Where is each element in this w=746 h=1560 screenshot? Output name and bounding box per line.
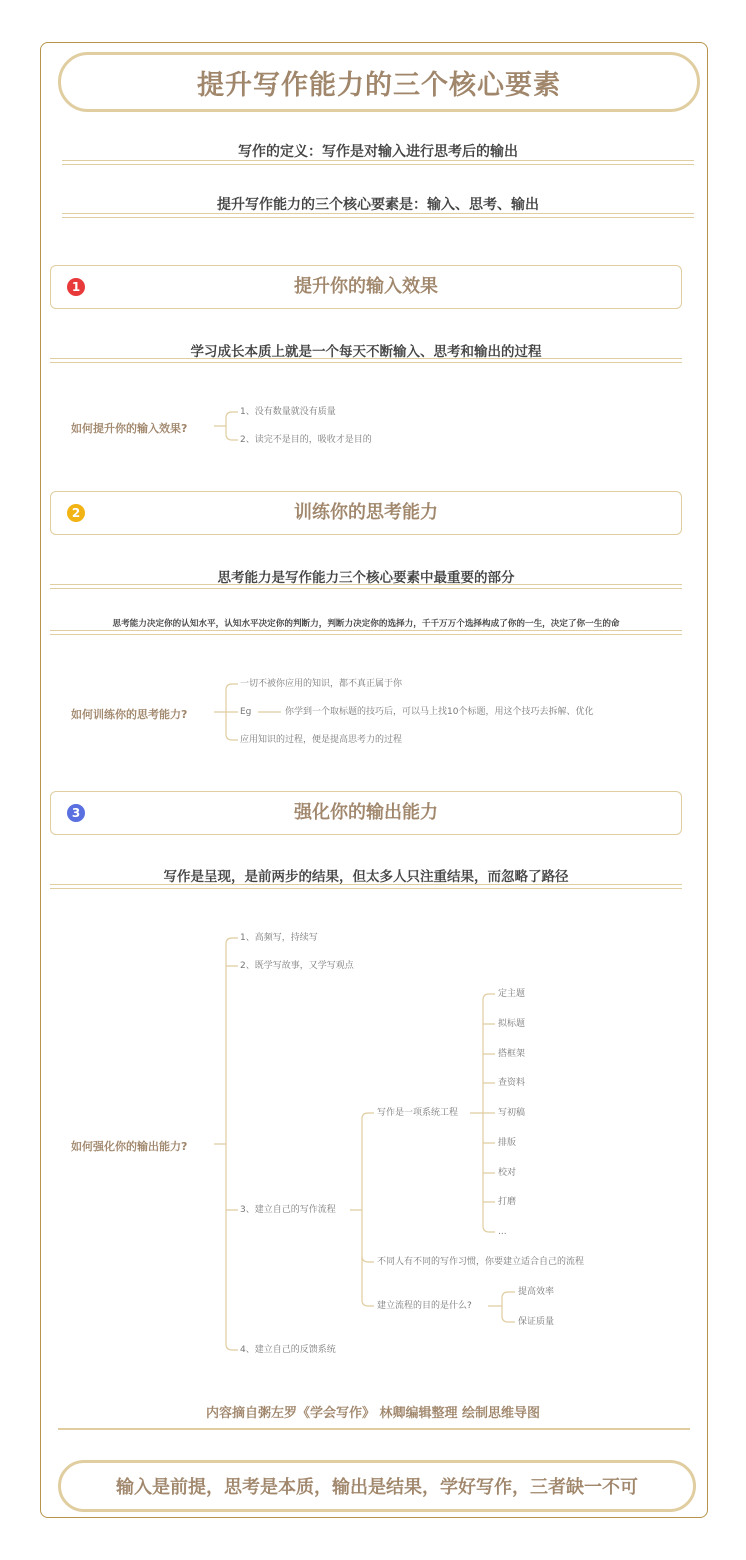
section-title: 强化你的输出能力 xyxy=(294,802,438,823)
number-badge: 1 xyxy=(67,278,85,296)
section-2-tagline: 思考能力是写作能力三个核心要素中最重要的部分 xyxy=(217,570,515,586)
habit-node: 不同人有不同的写作习惯，你要建立适合自己的流程 xyxy=(377,1257,585,1267)
definition-text: 写作的定义：写作是对输入进行思考后的输出 xyxy=(238,144,518,160)
number-badge: 2 xyxy=(67,504,85,522)
step-node: 打磨 xyxy=(498,1197,517,1207)
step-node: 写初稿 xyxy=(498,1108,526,1118)
question-node: 如何强化你的输出能力? xyxy=(71,1140,188,1153)
step-node: ... xyxy=(498,1227,507,1237)
purpose-item-node: 提高效率 xyxy=(518,1287,555,1297)
section-1-tagline: 学习成长本质上就是一个每天不断输入、思考和输出的过程 xyxy=(190,344,542,360)
question-node: 如何训练你的思考能力? xyxy=(71,708,188,721)
page-title: 提升写作能力的三个核心要素 xyxy=(58,52,700,112)
section-3-tagline: 写作是呈现，是前两步的结果，但太多人只注重结果，而忽略了路径 xyxy=(163,869,569,885)
divider xyxy=(58,1428,690,1431)
branch-node: 1、没有数量就没有质量 xyxy=(240,407,336,417)
branch-node: 2、既学写故事，又学写观点 xyxy=(240,961,354,971)
section-title: 训练你的思考能力 xyxy=(294,502,438,523)
elements-text: 提升写作能力的三个核心要素是：输入、思考、输出 xyxy=(217,197,539,213)
step-node: 排版 xyxy=(498,1138,517,1148)
step-node: 查资料 xyxy=(498,1078,526,1088)
step-node: 拟标题 xyxy=(498,1019,526,1029)
section-2-note: 思考能力决定你的认知水平，认知水平决定你的判断力，判断力决定你的选择力，千千万万个选择构成了你的一生，决定了你一生的命 xyxy=(112,619,620,629)
branch-node: Eg xyxy=(240,707,252,717)
purpose-item-node: 保证质量 xyxy=(518,1317,555,1327)
branch-node: 3、建立自己的写作流程 xyxy=(240,1205,336,1215)
system-node: 写作是一项系统工程 xyxy=(377,1108,459,1118)
branch-node: 2、读完不是目的，吸收才是目的 xyxy=(240,435,372,445)
credit-text: 内容摘自粥左罗《学会写作》 林卿编辑整理 绘制思维导图 xyxy=(205,1406,541,1421)
purpose-node: 建立流程的目的是什么? xyxy=(377,1301,472,1311)
branch-node: 一切不被你应用的知识，都不真正属于你 xyxy=(240,679,403,689)
eg-detail-node: 你学到一个取标题的技巧后，可以马上找10个标题，用这个技巧去拆解、优化 xyxy=(285,707,594,717)
step-node: 定主题 xyxy=(498,989,526,999)
step-node: 校对 xyxy=(498,1168,517,1178)
branch-node: 4、建立自己的反馈系统 xyxy=(240,1345,336,1355)
branch-node: 应用知识的过程，便是提高思考力的过程 xyxy=(240,735,403,745)
conclusion-banner: 输入是前提，思考是本质，输出是结果，学好写作，三者缺一不可 xyxy=(58,1460,696,1512)
branch-node: 1、高频写，持续写 xyxy=(240,933,318,943)
step-node: 搭框架 xyxy=(498,1049,526,1059)
question-node: 如何提升你的输入效果? xyxy=(71,422,188,435)
number-badge: 3 xyxy=(67,804,85,822)
section-title: 提升你的输入效果 xyxy=(294,276,438,297)
